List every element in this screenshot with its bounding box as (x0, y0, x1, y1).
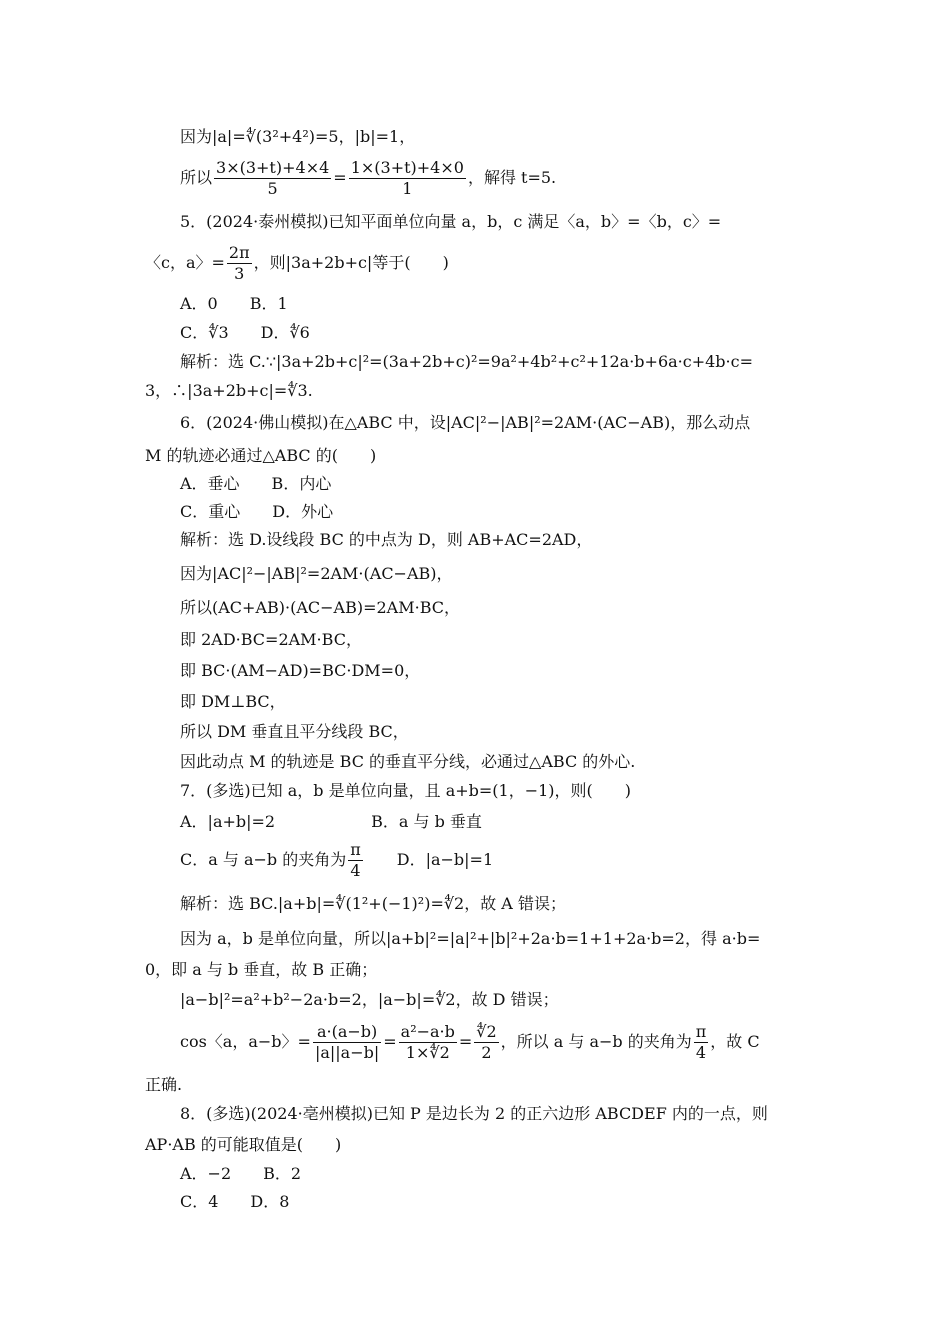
text-line: 3，∴|3a+2b+c|=∜3. (145, 381, 313, 400)
text-line: M 的轨迹必通过△ABC 的( ) (145, 446, 377, 465)
text-fragment: 所以 (180, 168, 213, 187)
denominator: 2 (481, 1043, 492, 1062)
option-line: A．垂心 B．内心 (180, 474, 332, 493)
text-line: 所以(AC+AB)·(AC−AB)=2AM·BC， (180, 598, 460, 617)
denominator: 1×∜2 (405, 1043, 450, 1062)
fraction (348, 840, 363, 881)
text-fragment: cos〈a，a−b〉= (180, 1032, 311, 1051)
text-fragment: D．|a−b|=1 (364, 850, 494, 869)
fraction (694, 1022, 709, 1063)
question-8-stem: 8．(多选)(2024·亳州模拟)已知 P 是边长为 2 的正六边形 ABCDEF 内的一点，则 (180, 1104, 768, 1123)
analysis-line: 解析：选 D.设线段 BC 的中点为 D，则 AB+AC=2AD， (180, 530, 593, 549)
analysis-line: 解析：选 BC.|a+b|=∜(1²+(−1)²)=∜2，故 A 错误； (180, 894, 566, 913)
option-line: A．|a+b|=2 B．a 与 b 垂直 (180, 812, 482, 831)
text-line: 因为 a，b 是单位向量，所以|a+b|²=|a|²+|b|²+2a·b=1+1+2a·b=2，得 a·b= (180, 929, 761, 948)
text-line: 0，即 a 与 b 垂直，故 B 正确； (145, 960, 378, 979)
text-fragment: C．a 与 a−b 的夹角为 (180, 850, 347, 869)
option-line: C．∜3 D．∜6 (180, 323, 310, 342)
equation-line (145, 243, 449, 284)
text-fragment: ，解得 t=5. (467, 168, 557, 187)
text-fragment: ，则|3a+2b+c|等于( ) (253, 253, 449, 272)
denominator: |a||a−b| (314, 1043, 380, 1062)
denominator: 4 (350, 861, 361, 880)
numerator: ∜2 (476, 1022, 497, 1041)
text-line: 即 DM⊥BC， (180, 692, 286, 711)
numerator: π (350, 840, 361, 859)
numerator: 2π (228, 243, 250, 262)
fraction (227, 243, 252, 284)
question-6-stem: 6．(2024·佛山模拟)在△ABC 中，设|AC|²−|AB|²=2AM·(AC−AB)，那么动点 (180, 413, 751, 432)
denominator: 5 (267, 179, 278, 198)
text-line: 因此动点 M 的轨迹是 BC 的垂直平分线，必通过△ABC 的外心. (180, 752, 636, 771)
fraction (399, 1022, 457, 1063)
numerator: π (695, 1022, 707, 1041)
option-line: A．−2 B．2 (180, 1164, 302, 1183)
fraction (474, 1022, 498, 1063)
equation-line: 所以 $\frac{3\times(3+t)+4\times 4}{5}$ = $\frac{1\times(3+t)+4\times 0}{1}$ ，解得 t=5. (180, 158, 557, 198)
text-line: AP·AB 的可能取值是( ) (145, 1135, 342, 1154)
fraction (349, 158, 466, 199)
text-line: 所以 DM 垂直且平分线段 BC， (180, 722, 409, 741)
text-fragment: 〈c，a〉= (145, 253, 225, 272)
text-line: 即 BC·(AM−AD)=BC·DM=0， (180, 661, 421, 680)
option-line: C．4 D．8 (180, 1192, 290, 1211)
text-fragment: ，所以 a 与 a−b 的夹角为 (500, 1032, 692, 1051)
text-line: 因为|a|=∜(3²+4²)=5，|b|=1， (180, 127, 416, 146)
text-line: 因为|AC|²−|AB|²=2AM·(AC−AB)， (180, 564, 453, 583)
fraction (313, 1022, 381, 1063)
option-line (180, 840, 493, 881)
denominator: 4 (695, 1043, 707, 1062)
numerator: 1×(3+t)+4×0 (350, 158, 464, 177)
text-line: 即 2AD·BC=2AM·BC， (180, 630, 362, 649)
question-5-stem: 5．(2024·泰州模拟)已知平面单位向量 a，b，c 满足〈a，b〉=〈b，c〉= (180, 212, 722, 231)
question-7-stem: 7．(多选)已知 a，b 是单位向量，且 a+b=(1，−1)，则( ) (180, 781, 632, 800)
text-line: 正确. (145, 1075, 183, 1094)
option-line: C．重心 D．外心 (180, 502, 334, 521)
denominator: 1 (402, 179, 413, 198)
text-line: |a−b|²=a²+b²−2a·b=2，|a−b|=∜2，故 D 错误； (180, 990, 559, 1009)
numerator: a²−a·b (400, 1022, 455, 1041)
numerator: a·(a−b) (313, 1022, 381, 1043)
option-line: A．0 B．1 (180, 294, 288, 313)
fraction (214, 158, 331, 199)
denominator: 3 (234, 264, 245, 283)
equation-line: cos〈a，a−b〉= $\frac{a\cdot(a-b)}{|a||a-b|}$ = $\frac{\text{a²−a·b}}{1\times∜2}$ = $\frac{∜2}{2}$ ，所以 a 与 a−b 的夹角为 $\frac{\pi}{4}$ ，故 C (180, 1022, 760, 1062)
numerator: 3×(3+t)+4×4 (216, 158, 330, 177)
text-fragment: ，故 C (710, 1032, 760, 1051)
analysis-line: 解析：选 C.∵|3a+2b+c|²=(3a+2b+c)²=9a²+4b²+c²+12a·b+6a·c+4b·c= (180, 352, 754, 371)
